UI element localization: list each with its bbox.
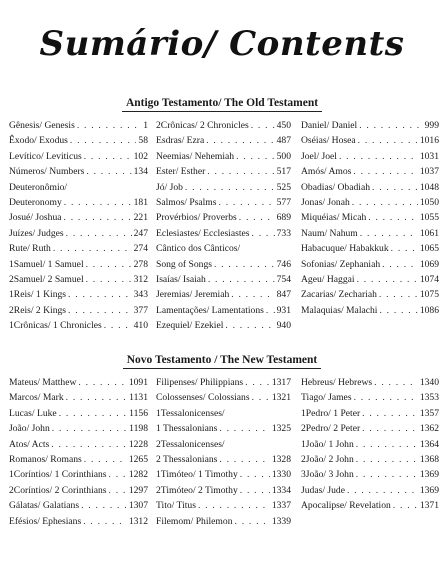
page-number: 1317 — [271, 377, 291, 388]
toc-entry — [301, 406, 439, 421]
toc-entry — [9, 318, 148, 333]
dot-leader — [68, 287, 132, 302]
book-name: Naum/ Nahum — [301, 227, 358, 239]
book-name: Jonas/ Jonah — [301, 196, 350, 208]
toc-entry — [301, 210, 439, 225]
page-number: 1074 — [419, 273, 439, 285]
toc-entry — [156, 437, 291, 452]
book-name: 2Tessalonicenses/ — [156, 438, 225, 450]
dot-leader — [208, 272, 275, 287]
toc-entry — [301, 483, 439, 498]
page-number: 1371 — [419, 500, 439, 512]
book-name: Neemias/ Nehemiah — [156, 150, 235, 162]
page-number: 1075 — [419, 289, 439, 301]
dot-leader — [368, 210, 418, 225]
book-name: Joel/ Joel — [301, 150, 337, 162]
book-name: 1Samuel/ 1 Samuel — [9, 258, 84, 270]
dot-leader — [252, 226, 275, 241]
page-number: 940 — [276, 320, 291, 332]
toc-entry — [156, 257, 291, 272]
page-number: 1362 — [419, 423, 439, 435]
page-number: 58 — [138, 135, 148, 147]
toc-entry — [301, 421, 439, 436]
toc-entry — [9, 118, 148, 133]
dot-leader — [245, 375, 270, 390]
toc-entry — [9, 226, 148, 241]
nt-column-2 — [154, 375, 299, 529]
toc-entry — [301, 375, 439, 390]
toc-entry — [156, 164, 291, 179]
toc-entry — [156, 226, 291, 241]
dot-leader — [86, 272, 132, 287]
page-number: 1 — [143, 120, 148, 131]
dot-leader — [353, 164, 417, 179]
book-name: Oséias/ Hosea — [301, 135, 356, 147]
dot-leader — [240, 483, 270, 498]
dot-leader — [374, 375, 418, 390]
dot-leader — [70, 133, 137, 148]
book-name: 2Coríntios/ 2 Corinthians — [9, 484, 107, 496]
toc-entry — [301, 303, 439, 318]
page-number: 1307 — [128, 500, 148, 512]
book-name: Gálatas/ Galatians — [9, 500, 80, 512]
dot-leader — [81, 498, 127, 513]
toc-entry — [301, 226, 439, 241]
page-number: 181 — [133, 196, 148, 208]
book-name: 1Pedro/ 1 Peter — [301, 407, 361, 419]
dot-leader — [219, 195, 275, 210]
book-name: Ezequiel/ Ezekiel — [156, 320, 224, 332]
page-number: 274 — [133, 243, 148, 255]
dot-leader — [391, 241, 418, 256]
dot-leader — [52, 421, 127, 436]
book-name: Esdras/ Ezra — [156, 135, 205, 147]
page-number: 247 — [133, 227, 148, 239]
page-number: 1050 — [419, 196, 439, 208]
page-number: 754 — [276, 273, 291, 285]
toc-entry — [156, 514, 291, 529]
old-testament-list — [9, 118, 441, 333]
dot-leader — [86, 257, 132, 272]
nt-column-1 — [9, 375, 154, 529]
book-name: 1Reis/ 1 Kings — [9, 289, 67, 301]
toc-entry — [156, 406, 291, 421]
toc-entry — [156, 421, 291, 436]
dot-leader — [78, 375, 126, 390]
page-number: 1086 — [419, 304, 439, 316]
toc-entry — [156, 133, 291, 148]
book-name: Apocalipse/ Revelation — [301, 500, 391, 512]
new-testament-list — [9, 375, 441, 529]
page-number: 1282 — [128, 469, 148, 481]
dot-leader — [347, 483, 418, 498]
toc-entry — [9, 467, 148, 482]
dot-leader — [236, 149, 275, 164]
toc-entry — [301, 390, 439, 405]
dot-leader — [266, 303, 275, 318]
dot-leader — [393, 498, 418, 513]
dot-leader — [372, 180, 418, 195]
book-name: Romanos/ Romans — [9, 453, 82, 465]
page-number: 1198 — [129, 423, 148, 435]
toc-entry — [9, 437, 148, 452]
toc-entry — [156, 303, 291, 318]
toc-entry — [156, 318, 291, 333]
book-name: Miquéias/ Micah — [301, 212, 367, 224]
dot-leader — [252, 390, 270, 405]
toc-entry — [9, 452, 148, 467]
book-name: Ageu/ Haggai — [301, 273, 355, 285]
book-name: Rute/ Ruth — [9, 243, 51, 255]
page-number: 931 — [276, 304, 291, 316]
page-number: 377 — [133, 304, 148, 316]
dot-leader — [379, 287, 418, 302]
page-number: 689 — [276, 212, 291, 224]
dot-leader — [235, 514, 270, 529]
page-number: 1061 — [419, 227, 439, 239]
book-name: Deuteronomy — [9, 196, 62, 208]
dot-leader — [104, 318, 132, 333]
book-name: Habacuque/ Habakkuk — [301, 243, 389, 255]
page-number: 1369 — [419, 484, 439, 496]
book-name: 3João/ 3 John — [301, 469, 354, 481]
toc-entry — [156, 149, 291, 164]
book-name: Malaquias/ Malachi — [301, 304, 378, 316]
dot-leader — [359, 118, 422, 133]
dot-leader — [354, 390, 418, 405]
book-name: João/ John — [9, 423, 50, 435]
book-name: Ester/ Esther — [156, 166, 206, 178]
toc-entry — [9, 498, 148, 513]
dot-leader — [358, 133, 418, 148]
dot-leader — [231, 287, 274, 302]
book-name: Lucas/ Luke — [9, 407, 57, 419]
toc-entry — [156, 118, 291, 133]
toc-entry — [156, 195, 291, 210]
book-name: Isaías/ Isaiah — [156, 273, 206, 285]
book-name: 1Tessalonicenses/ — [156, 407, 225, 419]
toc-entry — [9, 210, 148, 225]
dot-leader — [83, 514, 127, 529]
dot-leader — [251, 118, 275, 133]
dot-leader — [64, 195, 132, 210]
toc-entry — [9, 257, 148, 272]
ot-column-3 — [299, 118, 441, 333]
book-name: 1 Thessalonians — [156, 423, 218, 435]
toc-entry — [301, 180, 439, 195]
dot-leader — [66, 226, 132, 241]
dot-leader — [382, 257, 418, 272]
book-name: Filipenses/ Philippians — [156, 377, 244, 388]
dot-leader — [59, 406, 127, 421]
page-number: 1069 — [419, 258, 439, 270]
toc-entry — [9, 272, 148, 287]
book-name: 2João/ 2 John — [301, 453, 354, 465]
book-name: 2Samuel/ 2 Samuel — [9, 273, 84, 285]
toc-entry — [301, 118, 439, 133]
toc-entry — [156, 241, 291, 256]
dot-leader — [219, 421, 269, 436]
dot-leader — [356, 467, 418, 482]
page-number: 1312 — [128, 515, 148, 527]
page-number: 1037 — [419, 166, 439, 178]
book-name: 2Pedro/ 2 Peter — [301, 423, 361, 435]
book-name: Tito/ Titus — [156, 500, 196, 512]
dot-leader — [240, 467, 270, 482]
toc-entry — [156, 210, 291, 225]
book-name: Efésios/ Ephesians — [9, 515, 82, 527]
toc-entry — [301, 164, 439, 179]
dot-leader — [356, 437, 418, 452]
page-number: 1297 — [128, 484, 148, 496]
book-name: Hebreus/ Hebrews — [301, 377, 373, 388]
dot-leader — [356, 452, 418, 467]
toc-entry — [156, 180, 291, 195]
book-name: 1João/ 1 John — [301, 438, 354, 450]
page-number: 1016 — [419, 135, 439, 147]
dot-leader — [214, 257, 275, 272]
dot-leader — [66, 390, 128, 405]
toc-entry — [9, 149, 148, 164]
dot-leader — [84, 149, 132, 164]
dot-leader — [198, 498, 270, 513]
book-name: Judas/ Jude — [301, 484, 345, 496]
dot-leader — [109, 483, 127, 498]
book-name: Tiago/ James — [301, 392, 352, 404]
book-name: Atos/ Acts — [9, 438, 50, 450]
page-number: 1334 — [271, 484, 291, 496]
book-name: Êxodo/ Exodus — [9, 135, 68, 147]
toc-entry — [301, 149, 439, 164]
page-number: 1048 — [419, 181, 439, 193]
page-number: 312 — [133, 273, 148, 285]
page-number: 746 — [276, 258, 291, 270]
page-number: 525 — [276, 181, 291, 193]
page-number: 1265 — [128, 453, 148, 465]
toc-entry — [301, 133, 439, 148]
toc-entry — [301, 272, 439, 287]
book-name: 2 Thessalonians — [156, 453, 218, 465]
toc-entry — [9, 133, 148, 148]
page-number: 487 — [276, 135, 291, 147]
dot-leader — [352, 195, 418, 210]
page-number: 1328 — [271, 453, 291, 465]
book-name: 1Crônicas/ 1 Chronicles — [9, 320, 102, 332]
toc-entry — [9, 241, 148, 256]
toc-entry — [9, 390, 148, 405]
page-number: 1364 — [419, 438, 439, 450]
new-testament-heading: Novo Testamento / The New Testament — [0, 350, 444, 368]
page-number: 733 — [276, 227, 291, 239]
toc-entry — [301, 241, 439, 256]
toc-entry — [301, 287, 439, 302]
dot-leader — [239, 210, 275, 225]
book-name: Obadias/ Obadiah — [301, 181, 371, 193]
book-name: 1Timóteo/ 1 Timothy — [156, 469, 238, 481]
dot-leader — [86, 164, 131, 179]
toc-entry — [156, 452, 291, 467]
toc-entry — [9, 303, 148, 318]
book-name: Jó/ Job — [156, 181, 183, 193]
page-number: 577 — [276, 196, 291, 208]
page-number: 1321 — [271, 392, 291, 404]
toc-entry — [9, 164, 148, 179]
toc-entry — [301, 437, 439, 452]
dot-leader — [379, 303, 417, 318]
book-name: 2Crônicas/ 2 Chronicles — [156, 120, 249, 131]
book-name: Song of Songs — [156, 258, 212, 270]
page-number: 1156 — [129, 407, 148, 419]
page-number: 1330 — [271, 469, 291, 481]
toc-entry — [156, 375, 291, 390]
page-number: 1339 — [271, 515, 291, 527]
toc-entry — [156, 287, 291, 302]
page-number: 1357 — [419, 407, 439, 419]
book-name: Sofonias/ Zephaniah — [301, 258, 381, 270]
book-name: Lamentações/ Lamentations — [156, 304, 264, 316]
ot-column-2 — [154, 118, 299, 333]
old-testament-heading: Antigo Testamento/ The Old Testament — [0, 93, 444, 111]
toc-entry — [9, 180, 148, 195]
toc-entry — [156, 467, 291, 482]
page-number: 1325 — [271, 423, 291, 435]
dot-leader — [362, 421, 418, 436]
dot-leader — [109, 467, 127, 482]
book-name: Josué/ Joshua — [9, 212, 62, 224]
book-name: Deuteronômio/ — [9, 181, 68, 193]
page-number: 1228 — [128, 438, 148, 450]
page-number: 517 — [276, 166, 291, 178]
book-name: Gênesis/ Genesis — [9, 120, 75, 131]
book-name: Números/ Numbers — [9, 166, 85, 178]
book-name: 2Reis/ 2 Kings — [9, 304, 67, 316]
dot-leader — [51, 437, 127, 452]
book-name: Filemom/ Philemon — [156, 515, 233, 527]
dot-leader — [225, 318, 274, 333]
page-number: 221 — [133, 212, 148, 224]
page-number: 278 — [133, 258, 148, 270]
book-name: Mateus/ Matthew — [9, 377, 77, 388]
toc-entry — [9, 483, 148, 498]
page-number: 410 — [133, 320, 148, 332]
dot-leader — [53, 241, 132, 256]
page-number: 1065 — [419, 243, 439, 255]
page-number: 1055 — [419, 212, 439, 224]
page-number: 500 — [276, 150, 291, 162]
book-name: Marcos/ Mark — [9, 392, 64, 404]
dot-leader — [68, 303, 132, 318]
page-number: 1369 — [419, 469, 439, 481]
book-name: 1Coríntios/ 1 Corinthians — [9, 469, 107, 481]
dot-leader — [362, 406, 418, 421]
ot-column-1 — [9, 118, 154, 333]
dot-leader — [185, 180, 275, 195]
dot-leader — [84, 452, 127, 467]
toc-entry — [156, 483, 291, 498]
dot-leader — [64, 210, 132, 225]
book-name: Amós/ Amos — [301, 166, 352, 178]
book-name: Provérbios/ Proverbs — [156, 212, 237, 224]
toc-entry — [156, 498, 291, 513]
dot-leader — [207, 164, 274, 179]
toc-entry — [301, 452, 439, 467]
page-number: 343 — [133, 289, 148, 301]
dot-leader — [339, 149, 418, 164]
toc-entry — [9, 287, 148, 302]
page-number: 1340 — [419, 377, 439, 388]
book-name: Zacarias/ Zechariah — [301, 289, 377, 301]
page-number: 1368 — [419, 453, 439, 465]
page-number: 134 — [133, 166, 148, 178]
toc-entry — [301, 257, 439, 272]
book-name: Colossenses/ Colossians — [156, 392, 250, 404]
book-name: Jeremias/ Jeremiah — [156, 289, 230, 301]
page-number: 999 — [424, 120, 439, 131]
toc-entry — [156, 272, 291, 287]
page-number: 1353 — [419, 392, 439, 404]
book-name: Eclesiastes/ Ecclesiastes — [156, 227, 250, 239]
page-number: 102 — [133, 150, 148, 162]
dot-leader — [206, 133, 274, 148]
page-number: 1091 — [128, 377, 148, 388]
toc-entry — [9, 406, 148, 421]
book-name: Cântico dos Cânticos/ — [156, 243, 241, 255]
book-name: Juízes/ Judges — [9, 227, 64, 239]
toc-entry — [301, 195, 439, 210]
toc-entry — [9, 375, 148, 390]
toc-entry — [9, 514, 148, 529]
toc-entry — [9, 195, 148, 210]
dot-leader — [357, 272, 418, 287]
dot-leader — [360, 226, 418, 241]
nt-column-3 — [299, 375, 441, 529]
page-number: 1337 — [271, 500, 291, 512]
book-name: Levítico/ Leviticus — [9, 150, 82, 162]
book-name: 2Timóteo/ 2 Timothy — [156, 484, 238, 496]
dot-leader — [77, 118, 141, 133]
page-number: 847 — [276, 289, 291, 301]
toc-entry — [156, 390, 291, 405]
page-number: 450 — [276, 120, 291, 131]
page-number: 1131 — [129, 392, 148, 404]
book-name: Salmos/ Psalms — [156, 196, 217, 208]
toc-entry — [301, 467, 439, 482]
dot-leader — [219, 452, 269, 467]
page-number: 1031 — [419, 150, 439, 162]
page-title: Sumário/ Contents — [39, 24, 405, 64]
toc-entry — [301, 498, 439, 513]
toc-entry — [9, 421, 148, 436]
book-name: Daniel/ Daniel — [301, 120, 358, 131]
